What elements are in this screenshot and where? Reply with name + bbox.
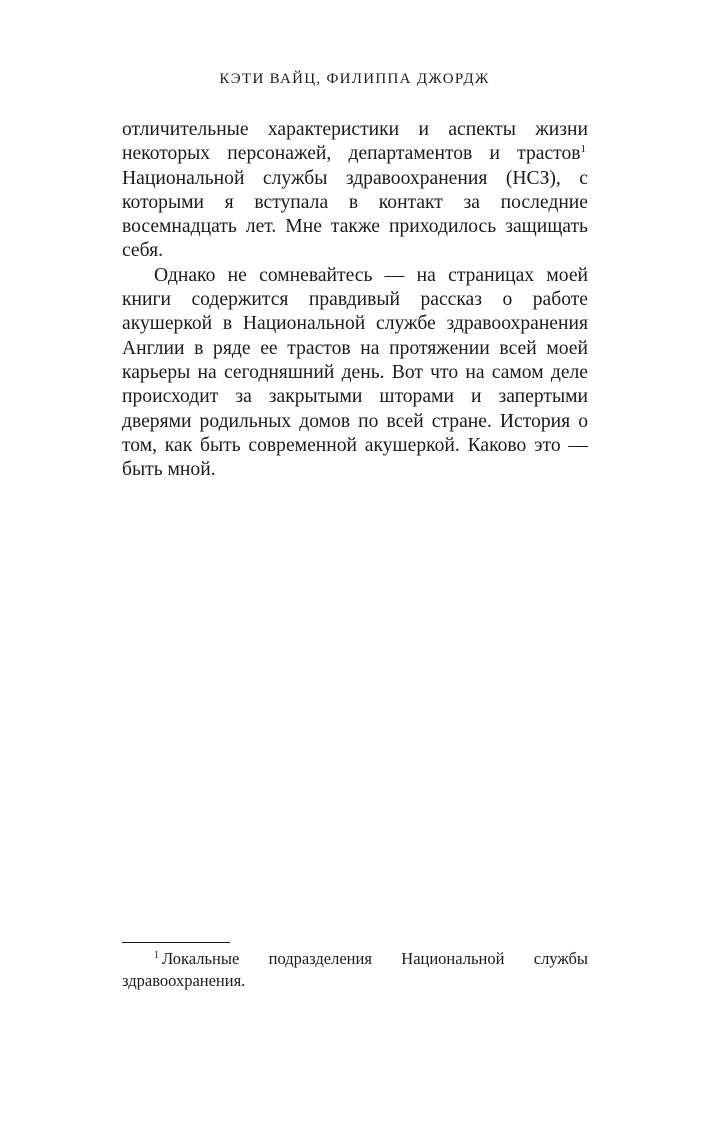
paragraph-2: Однако не сомневайтесь — на страницах моей книги содержится правдивый рассказ о работе акушеркой в Национальной службе здравоохранения Англии в ряде ее трастов на протяжении всей моей карьеры на сегодняшний день. Вот что на самом деле происходит за закрытыми шторами и запертыми дверями родильных домов по всей стране. История о том, как быть современной акушеркой. Каково это — быть мной. — [122, 264, 588, 481]
body-text — [122, 118, 588, 482]
running-head: КЭТИ ВАЙЦ, ФИЛИППА ДЖОРДЖ — [219, 71, 490, 87]
paragraph-1 — [122, 118, 588, 264]
footnote-divider — [122, 942, 230, 943]
paragraph-1-text-start: отличительные характеристики и аспекты жизни некоторых персонажей, департаментов и трастов — [122, 119, 588, 165]
footnote-reference[interactable]: 1 — [580, 143, 586, 156]
footnote: 1 Локальные подразделения Национальной службы здравоохранения. — [122, 949, 588, 990]
paragraph-1-text-end: Национальной службы здравоохранения (НСЗ), с которыми я вступала в контакт за последние восемнадцать лет. Мне также приходилось защищать себя. — [122, 167, 588, 262]
footnote-text: Локальные подразделения Национальной службы здравоохранения. — [122, 949, 588, 990]
